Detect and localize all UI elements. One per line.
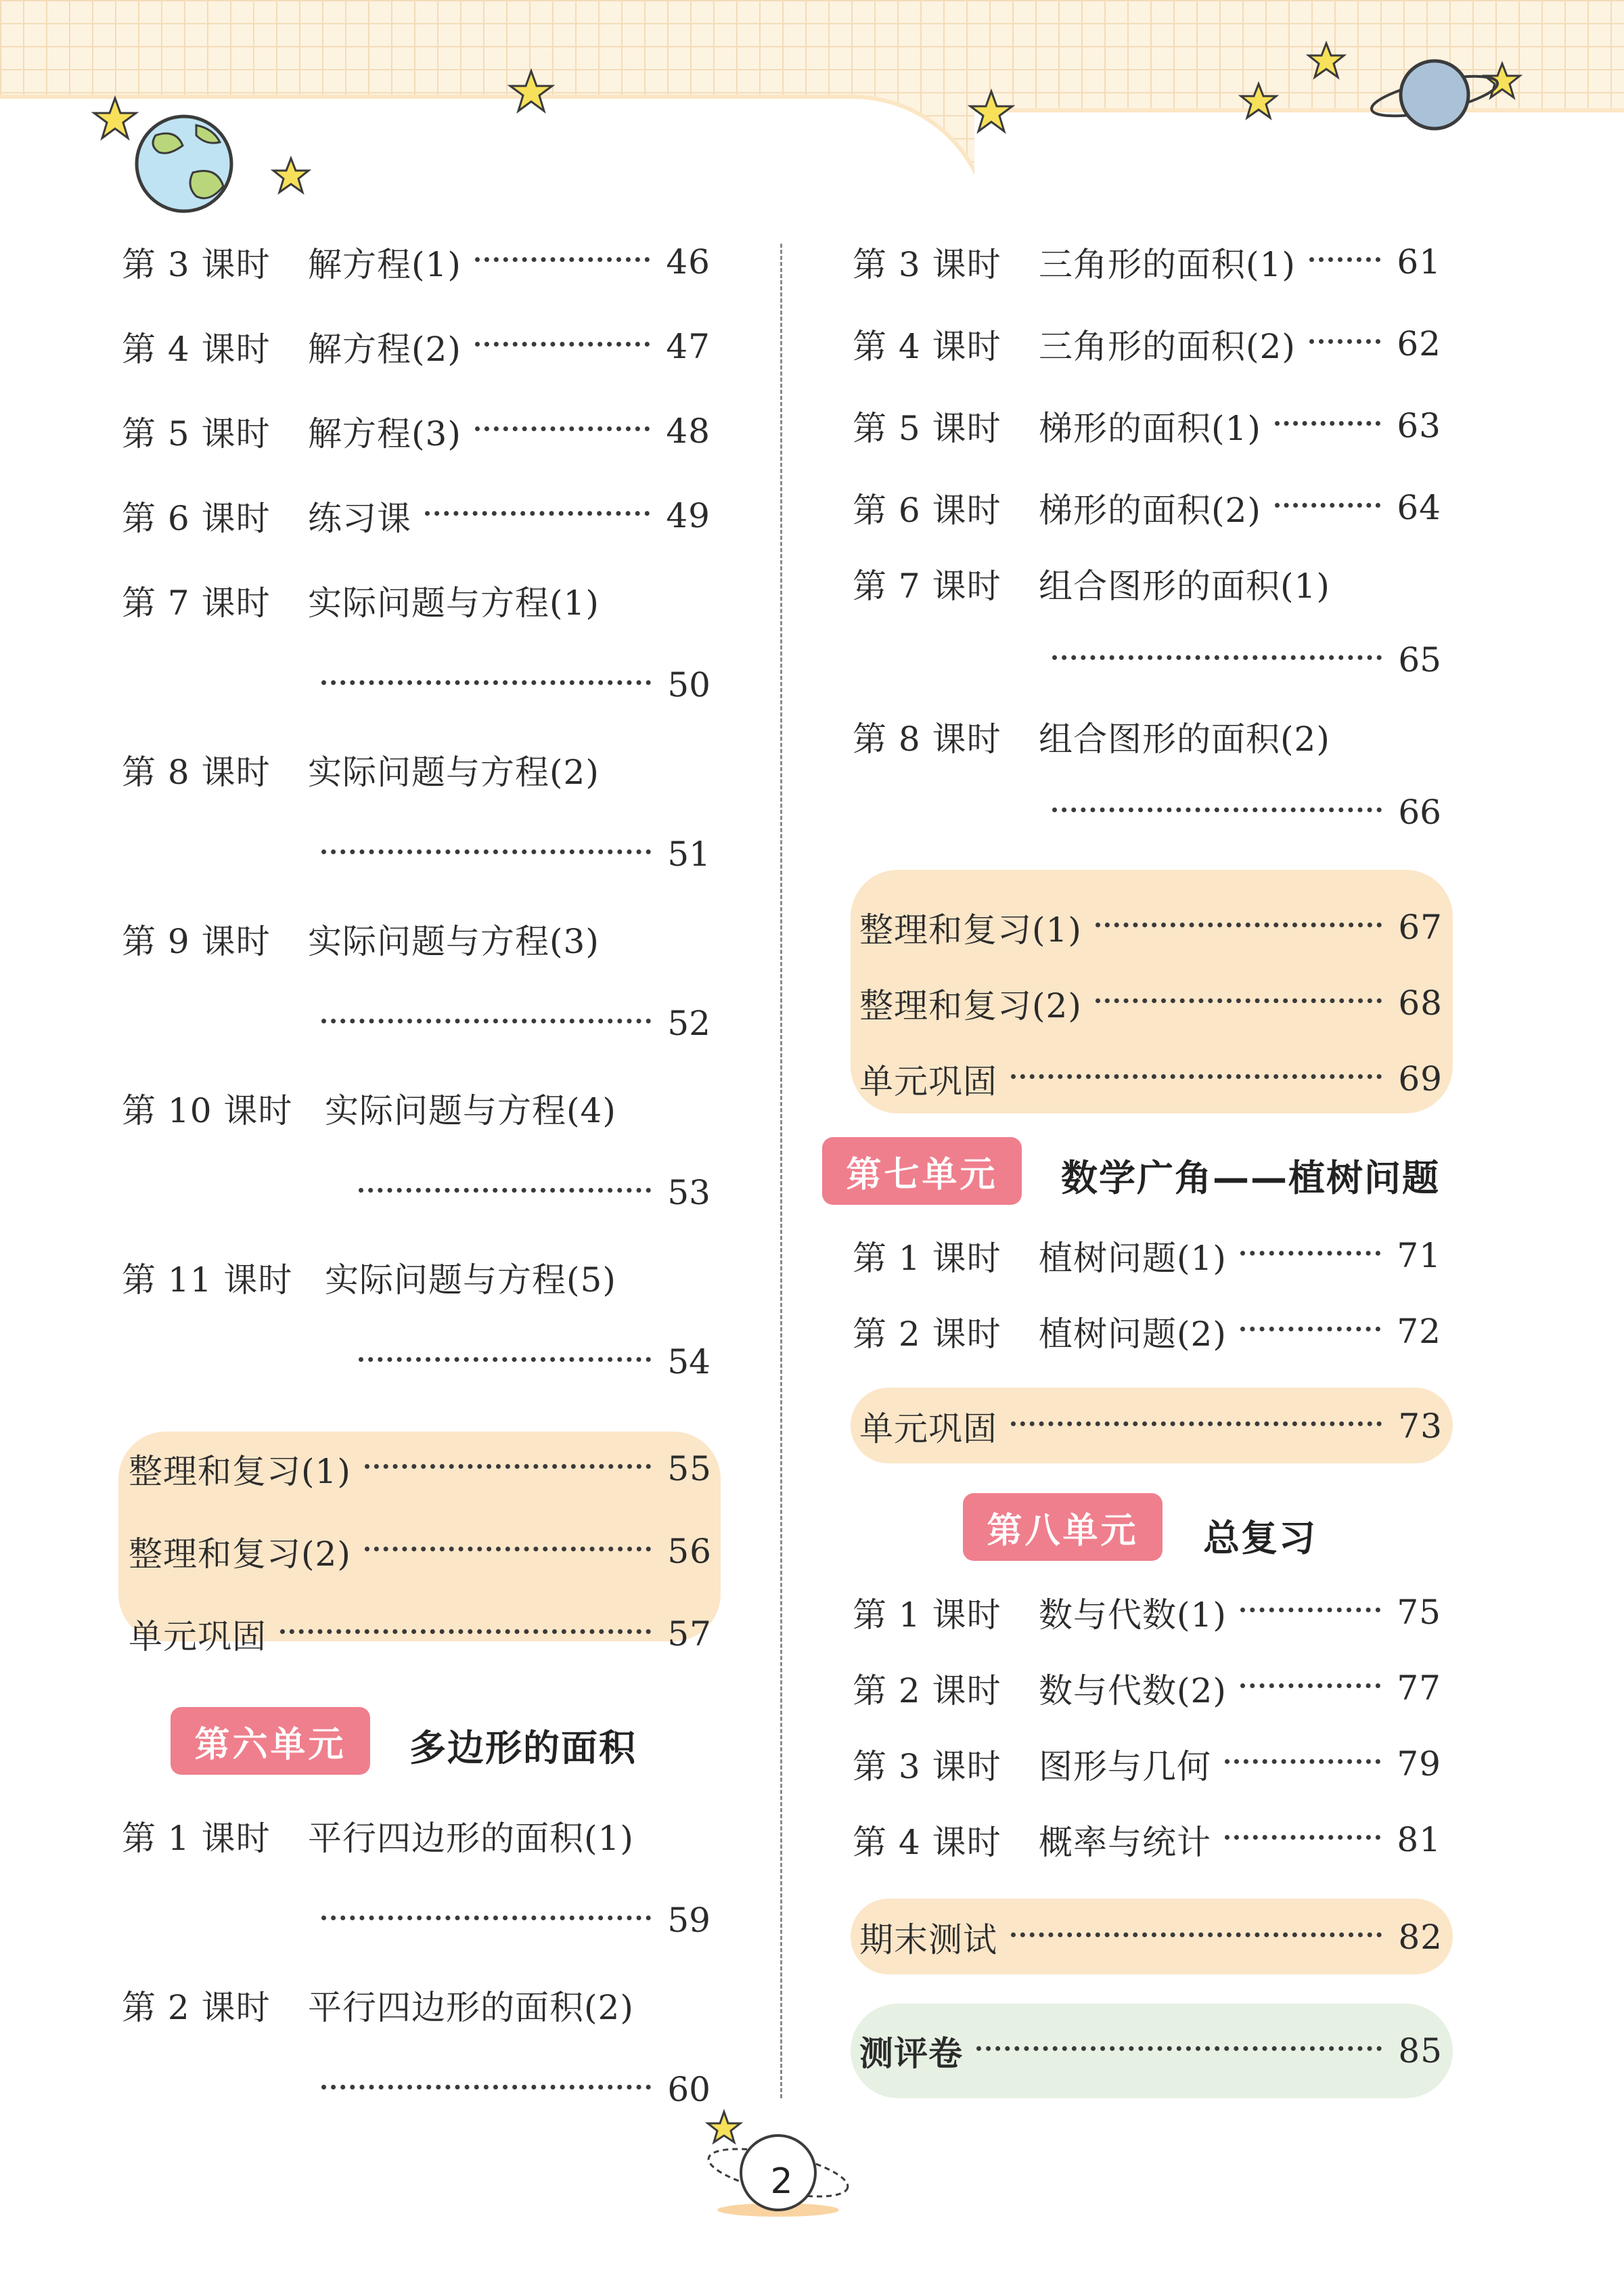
entry-title: 单元巩固	[129, 1617, 267, 1656]
page-number: 53	[667, 1173, 710, 1212]
lesson-label: 第 4 课时	[853, 327, 1001, 366]
toc-entry[interactable]	[129, 1607, 712, 1661]
page-number: 62	[1397, 324, 1441, 363]
unit-title: 总复习	[1203, 1517, 1317, 1559]
entry-title: 三角形的面积(2)	[1039, 327, 1296, 366]
entry-title: 梯形的面积(2)	[1039, 491, 1261, 530]
leader-dots	[359, 1188, 651, 1193]
toc-entry[interactable]	[853, 1737, 1441, 1791]
page-number: 49	[666, 496, 710, 535]
page-number: 65	[1398, 640, 1441, 680]
toc-entry[interactable]	[853, 481, 1441, 535]
star-icon	[271, 156, 311, 196]
entry-title: 概率与统计	[1039, 1823, 1211, 1862]
leader-dots	[1240, 1683, 1380, 1688]
toc-entry[interactable]	[859, 1399, 1443, 1453]
unit-title: 多边形的面积	[409, 1727, 637, 1769]
leader-dots	[1240, 1608, 1380, 1612]
leader-dots	[321, 1916, 651, 1920]
toc-entry[interactable]	[129, 1442, 712, 1496]
page-number: 50	[667, 665, 710, 705]
toc-entry-continued[interactable]	[321, 827, 710, 881]
leader-dots	[976, 2046, 1382, 2051]
entry-title: 数与代数(2)	[1039, 1671, 1227, 1710]
toc-entry[interactable]	[122, 1250, 710, 1304]
lesson-label: 第 9 课时	[122, 922, 271, 961]
planet-icon	[1367, 47, 1502, 142]
lesson-label: 第 3 课时	[853, 245, 1001, 284]
toc-entry[interactable]	[122, 489, 710, 543]
lesson-label: 第 6 课时	[122, 499, 271, 538]
toc-entry[interactable]	[122, 235, 710, 289]
star-icon	[1306, 41, 1347, 81]
page-number: 67	[1398, 908, 1443, 947]
page-number: 85	[1398, 2031, 1443, 2071]
toc-entry[interactable]	[129, 1524, 712, 1578]
page-number: 71	[1397, 1236, 1441, 1275]
page-number: 77	[1397, 1668, 1441, 1708]
entry-title: 梯形的面积(1)	[1039, 409, 1261, 448]
page-number: 46	[666, 242, 710, 282]
earth-icon	[129, 108, 244, 223]
toc-entry[interactable]	[859, 2024, 1443, 2078]
page-number: 48	[666, 412, 710, 451]
entry-title: 解方程(2)	[308, 330, 461, 369]
leader-dots	[1309, 257, 1380, 262]
lesson-label: 第 2 课时	[853, 1314, 1001, 1354]
entry-title: 整理和复习(2)	[129, 1534, 351, 1574]
toc-entry-continued[interactable]	[321, 1893, 710, 1947]
page-number: 47	[666, 327, 710, 366]
page-number: 66	[1398, 793, 1441, 832]
entry-title: 解方程(1)	[308, 245, 461, 284]
unit-title: 数学广角——植树问题	[1061, 1157, 1440, 1199]
lesson-label: 第 2 课时	[122, 1988, 271, 2027]
lesson-label: 第 4 课时	[122, 330, 271, 369]
footer-page-number: 2	[770, 2161, 793, 2202]
toc-entry[interactable]	[853, 399, 1441, 453]
lesson-label: 第 8 课时	[853, 720, 1001, 759]
lesson-label: 第 5 课时	[122, 414, 271, 453]
toc-entry[interactable]	[853, 1304, 1441, 1358]
lesson-label: 第 11 课时	[122, 1260, 293, 1300]
star-icon	[91, 95, 139, 142]
page-number: 79	[1397, 1744, 1441, 1784]
lesson-label: 第 4 课时	[853, 1823, 1001, 1862]
page-number: 72	[1397, 1312, 1441, 1351]
star-icon	[1238, 81, 1279, 122]
toc-entry[interactable]	[859, 900, 1443, 954]
leader-dots	[1096, 923, 1382, 927]
toc-entry[interactable]	[122, 319, 710, 374]
toc-entry-continued[interactable]	[359, 1335, 710, 1389]
entry-title: 整理和复习(1)	[129, 1452, 351, 1491]
page-number: 82	[1398, 1918, 1443, 1957]
toc-entry-continued[interactable]	[321, 2062, 710, 2117]
entry-title: 实际问题与方程(4)	[325, 1091, 616, 1130]
toc-entry-continued[interactable]	[1052, 785, 1441, 839]
entry-title: 图形与几何	[1039, 1747, 1211, 1786]
leader-dots	[365, 1464, 651, 1469]
entry-title: 实际问题与方程(3)	[308, 922, 600, 961]
toc-entry[interactable]	[122, 1809, 710, 1863]
toc-entry[interactable]	[853, 317, 1441, 371]
toc-entry[interactable]	[122, 912, 710, 966]
lesson-label: 第 1 课时	[853, 1595, 1001, 1635]
page-number: 75	[1397, 1593, 1441, 1632]
entry-title: 组合图形的面积(1)	[1039, 567, 1330, 606]
toc-entry[interactable]	[859, 976, 1443, 1030]
toc-entry[interactable]	[122, 743, 710, 797]
lesson-label: 第 1 课时	[122, 1819, 271, 1858]
leader-dots	[1096, 998, 1382, 1003]
page-number: 56	[667, 1532, 712, 1571]
leader-dots	[321, 680, 651, 685]
leader-dots	[280, 1629, 651, 1634]
page-number: 60	[667, 2070, 710, 2109]
entry-title: 整理和复习(2)	[859, 986, 1082, 1025]
star-icon	[968, 88, 1015, 135]
page-number: 54	[667, 1342, 710, 1381]
entry-title: 测评卷	[859, 2034, 963, 2073]
leader-dots	[321, 1019, 651, 1023]
toc-entry-continued[interactable]	[359, 1166, 710, 1220]
leader-dots	[1240, 1327, 1380, 1331]
page-number: 81	[1397, 1820, 1441, 1859]
toc-entry-continued[interactable]	[321, 996, 710, 1050]
entry-title: 实际问题与方程(2)	[308, 753, 600, 792]
leader-dots	[1052, 655, 1382, 660]
page-number: 69	[1398, 1059, 1443, 1099]
toc-entry[interactable]	[853, 1585, 1441, 1639]
toc-entry[interactable]	[853, 709, 1441, 764]
page-number: 63	[1397, 406, 1441, 445]
toc-entry[interactable]	[122, 1978, 710, 2032]
lesson-label: 第 3 课时	[122, 245, 271, 284]
entry-title: 平行四边形的面积(2)	[308, 1988, 634, 2027]
page-number: 57	[667, 1614, 712, 1654]
lesson-label: 第 10 课时	[122, 1091, 293, 1130]
entry-title: 解方程(3)	[308, 414, 461, 453]
entry-title: 三角形的面积(1)	[1039, 245, 1296, 284]
leader-dots	[1011, 1421, 1382, 1426]
entry-title: 数与代数(1)	[1039, 1595, 1227, 1635]
leader-dots	[321, 2085, 651, 2089]
page-number: 68	[1398, 983, 1443, 1023]
lesson-label: 第 1 课时	[853, 1239, 1001, 1278]
leader-dots	[365, 1547, 651, 1551]
unit-tag: 第六单元	[171, 1707, 370, 1775]
toc-entry-continued[interactable]	[321, 658, 710, 712]
entry-title: 植树问题(1)	[1039, 1239, 1227, 1278]
leader-dots	[1275, 421, 1380, 426]
entry-title: 植树问题(2)	[1039, 1314, 1227, 1354]
leader-dots	[475, 257, 650, 262]
leader-dots	[321, 849, 651, 854]
entry-title: 单元巩固	[859, 1409, 997, 1448]
header-fill	[974, 108, 1624, 234]
page-number: 55	[667, 1449, 712, 1488]
entry-title: 实际问题与方程(5)	[325, 1260, 616, 1300]
page-number: 64	[1397, 488, 1441, 527]
entry-title: 练习课	[308, 499, 411, 538]
entry-title: 期末测试	[859, 1920, 997, 1960]
toc-entry[interactable]	[853, 1813, 1441, 1867]
page-number: 73	[1398, 1407, 1443, 1446]
unit-tag: 第七单元	[822, 1137, 1022, 1205]
lesson-label: 第 8 课时	[122, 753, 271, 792]
toc-entry[interactable]	[853, 235, 1441, 289]
entry-title: 平行四边形的面积(1)	[308, 1819, 634, 1858]
lesson-label: 第 7 课时	[853, 567, 1001, 606]
lesson-label: 第 3 课时	[853, 1747, 1001, 1786]
leader-dots	[1240, 1251, 1380, 1256]
lesson-label: 第 7 课时	[122, 583, 271, 623]
toc-entry-continued[interactable]	[1052, 633, 1441, 687]
column-divider	[780, 244, 782, 2098]
leader-dots	[1011, 1074, 1382, 1079]
leader-dots	[425, 511, 650, 516]
unit-tag: 第八单元	[963, 1493, 1163, 1561]
star-icon	[508, 68, 555, 115]
leader-dots	[1011, 1932, 1382, 1937]
leader-dots	[1309, 339, 1380, 344]
leader-dots	[1052, 807, 1382, 812]
toc-entry[interactable]	[122, 573, 710, 627]
toc-entry[interactable]	[853, 1661, 1441, 1715]
toc-entry[interactable]	[853, 556, 1441, 611]
lesson-label: 第 2 课时	[853, 1671, 1001, 1710]
entry-title: 单元巩固	[859, 1062, 997, 1101]
entry-title: 组合图形的面积(2)	[1039, 720, 1330, 759]
leader-dots	[1225, 1835, 1380, 1840]
toc-entry[interactable]	[859, 1052, 1443, 1106]
page-number: 51	[667, 835, 710, 874]
toc-entry[interactable]	[122, 1081, 710, 1135]
page-number: 52	[667, 1004, 710, 1043]
entry-title: 实际问题与方程(1)	[308, 583, 600, 623]
toc-entry[interactable]	[859, 1910, 1443, 1964]
leader-dots	[1275, 503, 1380, 508]
lesson-label: 第 5 课时	[853, 409, 1001, 448]
toc-entry[interactable]	[853, 1229, 1441, 1283]
leader-dots	[475, 426, 650, 431]
leader-dots	[359, 1357, 651, 1362]
leader-dots	[475, 342, 650, 347]
page-number: 59	[667, 1901, 710, 1940]
toc-entry[interactable]	[122, 404, 710, 458]
entry-title: 整理和复习(1)	[859, 910, 1082, 950]
lesson-label: 第 6 课时	[853, 491, 1001, 530]
leader-dots	[1225, 1759, 1380, 1764]
page-number: 61	[1397, 242, 1441, 282]
